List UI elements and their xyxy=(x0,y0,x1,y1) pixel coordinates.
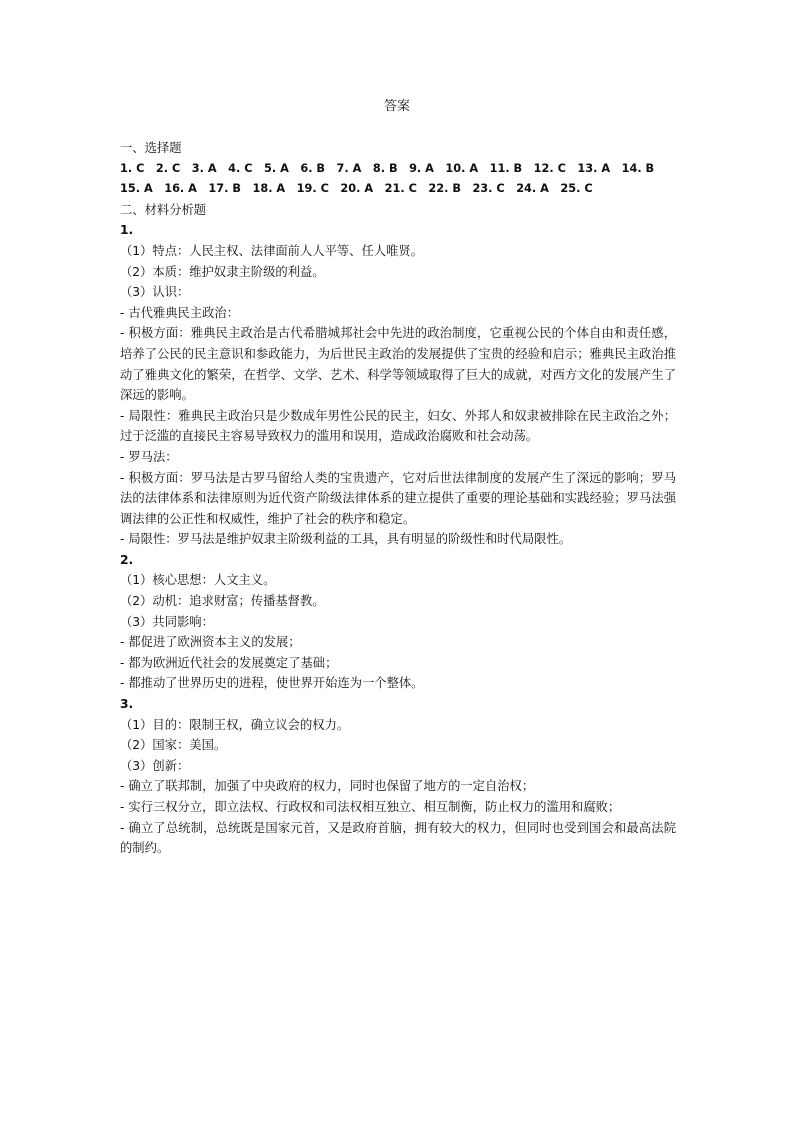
choice-answer: 9. A xyxy=(409,161,434,175)
answer-line: （2）本质：维护奴隶主阶级的利益。 xyxy=(120,264,325,279)
answer-line: （1）目的：限制王权，确立议会的权力。 xyxy=(120,717,350,732)
answer-line: （3）认识： xyxy=(120,285,190,300)
answer-content xyxy=(120,138,676,859)
choice-answer: 13. A xyxy=(577,161,611,175)
bullet-paragraph: - 局限性：罗马法是维护奴隶主阶级利益的工具，具有明显的阶级性和时代局限性。 xyxy=(120,532,572,547)
bullet-item: - 实行三权分立，即立法权、行政权和司法权相互独立、相互制衡，防止权力的滥用和腐败； xyxy=(120,800,621,814)
section-heading-choice: 一、选择题 xyxy=(120,141,182,155)
choice-answer: 15. A xyxy=(120,182,153,196)
answer-line: （1）核心思想：人文主义。 xyxy=(120,573,276,588)
bullet-paragraph: - 积极方面：罗马法是古罗马留给人类的宝贵遗产，它对后世法律制度的发展产生了深远的影响；罗马法的法律体系和法律原则为近代资产阶级法律体系的建立提供了重要的理论基础和实践经验；罗马法强调法律的公正性和权威性，维护了社会的秩序和稳定。 xyxy=(120,470,676,526)
bullet-item: - 都推动了世界历史的进程，使世界开始连为一个整体。 xyxy=(120,676,424,691)
bullet-paragraph: - 确立了总统制，总统既是国家元首，又是政府首脑，拥有较大的权力，但同时也受到国会和最高法院的制约。 xyxy=(120,820,676,856)
choice-answer: 25. C xyxy=(560,182,593,196)
choice-answer-list xyxy=(120,159,676,200)
answer-line: （1）特点：人民主权、法律面前人人平等、任人唯贤。 xyxy=(120,243,423,258)
question-number: 3. xyxy=(120,697,134,712)
bullet-paragraph: - 局限性：雅典民主政治只是少数成年男性公民的民主，妇女、外邦人和奴隶被排除在民主政治之外；过于泛滥的直接民主容易导致权力的滥用和误用，造成政治腐败和社会动荡。 xyxy=(120,408,676,444)
choice-answer: 10. A xyxy=(445,161,479,175)
choice-answer: 18. A xyxy=(252,182,286,196)
choice-answer: 12. C xyxy=(533,161,566,175)
bullet-item: - 确立了联邦制，加强了中央政府的权力，同时也保留了地方的一定自治权； xyxy=(120,779,535,794)
choice-answer: 8. B xyxy=(372,161,398,175)
choice-answer: 24. A xyxy=(516,182,549,196)
answer-line: （3）共同影响： xyxy=(120,614,214,629)
choice-answer: 1. C xyxy=(120,161,145,175)
choice-answer: 23. C xyxy=(472,182,505,196)
question-number: 1. xyxy=(120,223,134,238)
section-heading-analysis: 二、材料分析题 xyxy=(120,202,207,217)
bullet-paragraph: - 积极方面：雅典民主政治是古代希腊城邦社会中先进的政治制度，它重视公民的个体自由和责任感，培养了公民的民主意识和参政能力，为后世民主政治的发展提供了宝贵的经验和启示；雅典民主政治推动了雅典文化的繁荣，在哲学、文学、艺术、科学等领域取得了巨大的成就，对西方文化的发展产生了深远的影响。 xyxy=(120,326,676,403)
choice-answer: 14. B xyxy=(621,161,655,175)
answer-line: （2）国家：美国。 xyxy=(120,738,227,753)
question-number: 2. xyxy=(120,552,134,567)
choice-answer: 2. C xyxy=(155,161,181,175)
choice-answer: 16. A xyxy=(164,182,197,196)
choice-answer: 5. A xyxy=(264,161,289,175)
bullet-item: - 罗马法： xyxy=(120,449,178,464)
answer-line: （2）动机：追求财富；传播基督教。 xyxy=(120,594,325,609)
choice-answer: 6. B xyxy=(300,161,326,175)
choice-answer: 4. C xyxy=(228,161,253,175)
choice-answer: 22. B xyxy=(428,182,461,196)
answer-line: （3）创新： xyxy=(120,758,190,773)
page-title: 答案 xyxy=(383,99,410,114)
choice-answer: 20. A xyxy=(340,182,374,196)
choice-answer: 17. B xyxy=(208,182,241,196)
choice-answer: 11. B xyxy=(489,161,523,175)
bullet-item: - 都促进了欧洲资本主义的发展； xyxy=(120,635,301,650)
bullet-item: - 都为欧洲近代社会的发展奠定了基础； xyxy=(120,655,338,670)
choice-answer: 3. A xyxy=(191,161,217,175)
choice-answer: 21. C xyxy=(384,182,417,196)
choice-answer: 7. A xyxy=(336,161,362,175)
bullet-item: - 古代雅典民主政治： xyxy=(120,305,240,320)
choice-answer: 19. C xyxy=(296,182,329,196)
